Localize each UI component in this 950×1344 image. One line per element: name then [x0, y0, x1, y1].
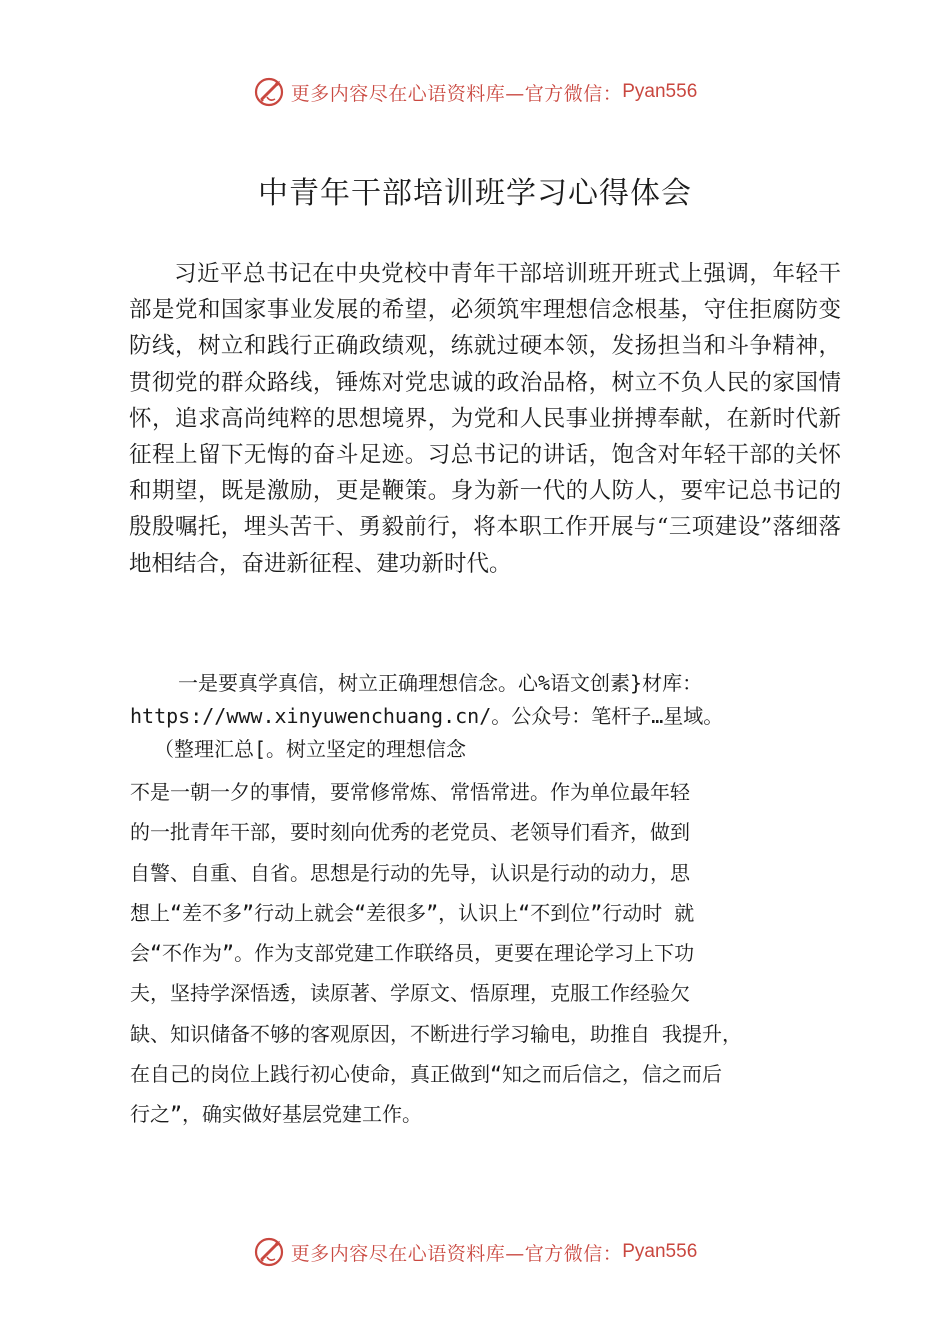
section-one-body-line: 夫，坚持学深悟透，读原著、学原文、悟原理，克服工作经验欠	[130, 981, 690, 1006]
pen-logo-icon	[253, 1235, 287, 1269]
section-one-line-3: （整理汇总[。树立坚定的理想信念	[154, 737, 467, 761]
section-one-body-line: 行之”，确实做好基层党建工作。	[130, 1102, 423, 1127]
section-one-body-line: 的一批青年干部，要时刻向优秀的老党员、老领导们看齐，做到	[130, 820, 690, 845]
banner-text: 更多内容尽在心语资料库—官方微信：	[290, 1242, 623, 1265]
footer-banner	[0, 1232, 950, 1272]
paragraph-section-one-body	[130, 772, 842, 1135]
banner-wechat-id: Pyan556	[622, 1241, 698, 1262]
section-one-body-line: 在自己的岗位上践行初心使命，真正做到“知之而后信之，信之而后	[130, 1062, 723, 1087]
document-title: 中青年干部培训班学习心得体会	[258, 176, 692, 211]
paragraph-intro: 习近平总书记在中央党校中青年干部培训班开班式上强调，年轻干部是党和国家事业发展的希望，必须筑牢理想信念根基，守住拒腐防变防线，树立和践行正确政绩观，练就过硬本领，发扬担当和斗争精神，贯彻党的群众路线，锤炼对党忠诚的政治品格，树立不负人民的家国情怀，追求高尚纯粹的思想境界，为党和人民事业拼搏奉献，在新时代新征程上留下无悔的奋斗足迹。习总书记的讲话，饱含对年轻干部的关怀和期望，既是激励，更是鞭策。身为新一代的人防人，要牢记总书记的殷殷嘱托，埋头苦干、勇毅前行，将本职工作开展与“三项建设”落细落地相结合，奋进新征程、建功新时代。	[129, 261, 841, 577]
pen-logo-icon	[253, 75, 287, 109]
header-banner	[0, 72, 950, 112]
paragraph-section-one-heading	[130, 667, 878, 766]
banner-wechat-id: Pyan556	[622, 81, 698, 102]
section-one-line-1: 一是要真学真信，树立正确理想信念。心%语文创素}材库：	[178, 671, 703, 695]
section-one-body-line: 不是一朝一夕的事情，要常修常炼、常悟常进。作为单位最年轻	[130, 780, 690, 804]
section-one-line-2: https://www.xinyuwenchuang.cn/。公众号：笔杆子…星域。	[130, 704, 724, 728]
section-one-body-line: 缺、知识储备不够的客观原因，不断进行学习输电，助推自 我提升，	[130, 1021, 743, 1046]
section-one-body-line: 会“不作为”。作为支部党建工作联络员，更要在理论学习上下功	[130, 941, 695, 966]
section-one-body-line: 想上“差不多”行动上就会“差很多”，认识上“不到位”行动时 就	[130, 900, 695, 925]
banner-text: 更多内容尽在心语资料库—官方微信：	[290, 82, 623, 105]
section-one-body-line: 自警、自重、自省。思想是行动的先导，认识是行动的动力，思	[130, 860, 690, 885]
